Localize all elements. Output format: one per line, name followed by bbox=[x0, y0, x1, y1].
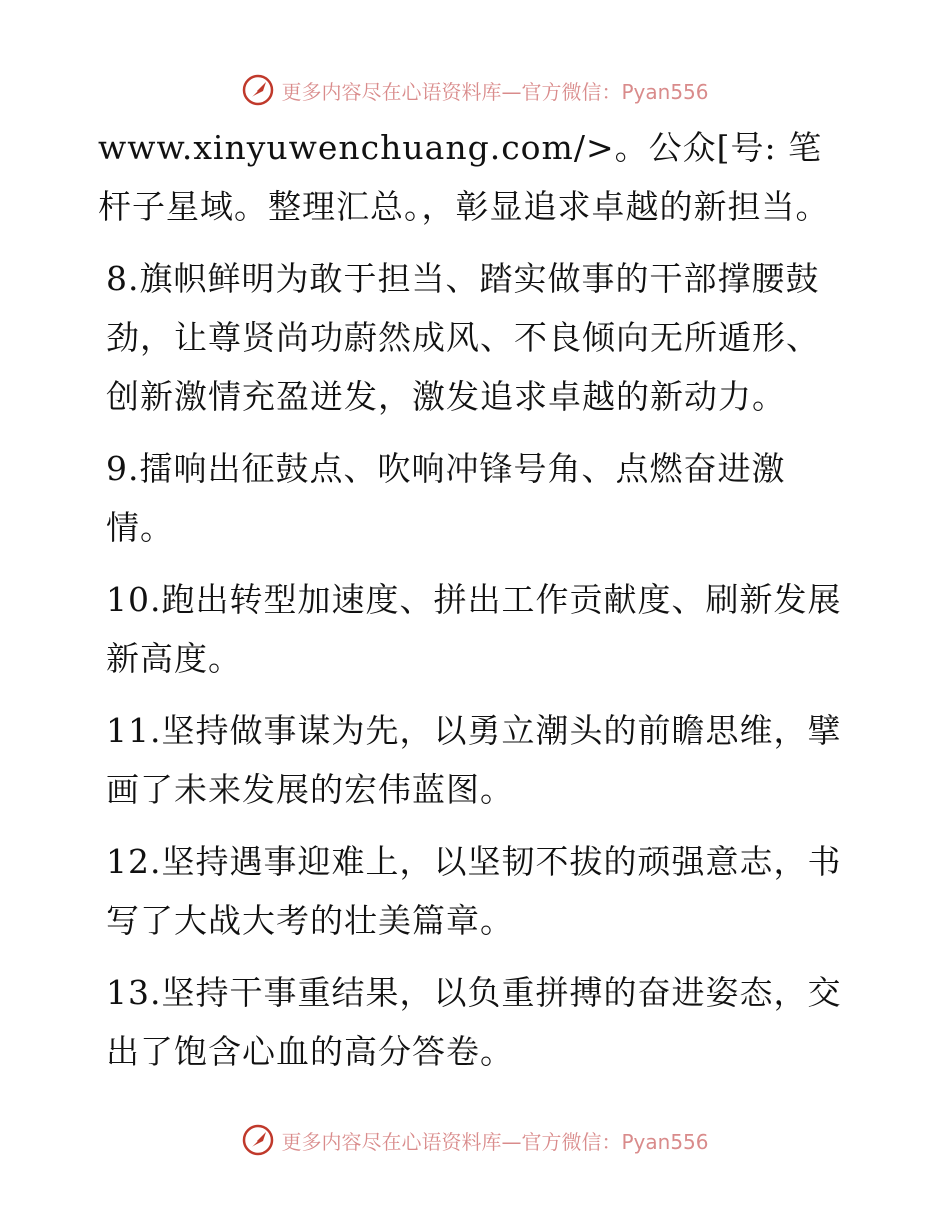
paragraph-item-8: 8.旗帜鲜明为敢于担当、踏实做事的干部撑腰鼓劲，让尊贤尚功蔚然成风、不良倾向无所遁形、创新激情充盈迸发，激发追求卓越的新动力。 bbox=[106, 259, 820, 416]
paragraph-item-9: 9.擂响出征鼓点、吹响冲锋号角、点燃奋进激情。 bbox=[106, 449, 786, 547]
footer-site-text: 更多内容尽在心语资料库 bbox=[281, 1129, 502, 1154]
header-site-text: 更多内容尽在心语资料库 bbox=[281, 79, 502, 104]
paragraph-continuation: www.xinyuwenchuang.com/>。公众[号: 笔杆子星域。整理汇总。，彰显追求卓越的新担当。 bbox=[98, 128, 830, 226]
paragraph-item-11: 11.坚持做事谋为先，以勇立潮头的前瞻思维，擘画了未来发展的宏伟蓝图。 bbox=[106, 711, 842, 809]
footer-contact-label: 官方微信： bbox=[521, 1129, 622, 1154]
footer-watermark bbox=[0, 1120, 950, 1160]
footer-watermark-text bbox=[281, 1126, 708, 1155]
header-dash: — bbox=[501, 79, 522, 104]
footer-contact-id: Pyan556 bbox=[621, 1129, 709, 1154]
footer-dash: — bbox=[501, 1129, 522, 1154]
header-watermark-text bbox=[281, 76, 708, 105]
document-body bbox=[98, 118, 848, 1094]
header-contact-label: 官方微信： bbox=[521, 79, 622, 104]
paragraph-item-12: 12.坚持遇事迎难上，以坚韧不拔的顽强意志，书写了大战大考的壮美篇章。 bbox=[106, 842, 842, 940]
header-watermark bbox=[0, 70, 950, 110]
quill-logo-icon bbox=[241, 1123, 275, 1157]
paragraph-item-10: 10.跑出转型加速度、拼出工作贡献度、刷新发展新高度。 bbox=[106, 580, 842, 678]
quill-logo-icon bbox=[241, 73, 275, 107]
paragraph-item-13: 13.坚持干事重结果，以负重拼搏的奋进姿态，交出了饱含心血的高分答卷。 bbox=[106, 973, 842, 1071]
header-contact-id: Pyan556 bbox=[621, 79, 709, 104]
